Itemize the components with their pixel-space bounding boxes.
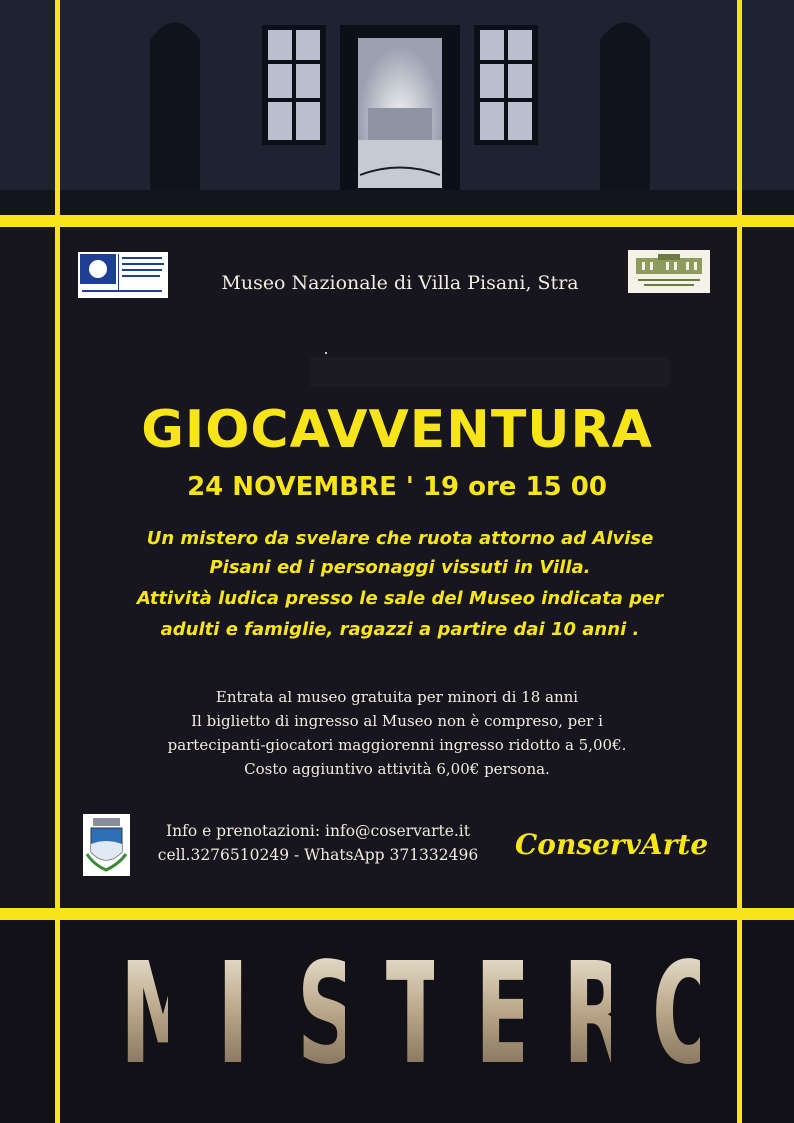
frame-line-top <box>0 215 794 227</box>
museum-logo <box>628 250 710 293</box>
villa-pisani-logo-graphic <box>628 250 710 293</box>
contact-email: Info e prenotazioni: info@coservarte.it <box>165 822 470 840</box>
mistero-letter-m: M <box>119 933 207 1096</box>
frame-line-left-bottom <box>55 920 60 1123</box>
description-line-2: Pisani ed i personaggi vissuti in Villa. <box>209 557 591 578</box>
description-line-4: adulti e famiglie, ragazzi a partire dai 10 anni . <box>160 619 640 640</box>
museum-name: Museo Nazionale di Villa Pisani, Stra <box>221 272 579 294</box>
mistero-letter-e: E <box>474 933 534 1096</box>
brand-conservarte: ConservArte <box>515 828 709 861</box>
faint-band <box>310 357 670 387</box>
pricing-line-1: Entrata al museo gratuita per minori di 18 anni <box>215 688 579 706</box>
mistero-letter-t: T <box>385 933 445 1096</box>
coat-of-arms-icon <box>83 814 130 876</box>
contact-phone: cell.3276510249 - WhatsApp 371332496 <box>157 846 479 864</box>
hero-illustration <box>0 0 794 215</box>
mistero-word <box>105 933 726 1096</box>
mistero-letter-s: S <box>297 933 360 1096</box>
mistero-letter-o: O <box>651 933 726 1096</box>
dot-mark <box>325 352 327 354</box>
mistero-letter-i: I <box>208 950 256 1080</box>
event-date: 24 NOVEMBRE ' 19 ore 15 00 <box>187 472 607 502</box>
event-title: GIOCAVVENTURA <box>141 400 653 460</box>
pricing-line-3: partecipanti-giocatori maggiorenni ingresso ridotto a 5,00€. <box>167 736 627 754</box>
pricing-line-2: Il biglietto di ingresso al Museo non è compreso, per i <box>191 712 603 730</box>
description-line-1: Un mistero da svelare che ruota attorno ad Alvise <box>146 528 654 549</box>
pricing-line-4: Costo aggiuntivo attività 6,00€ persona. <box>244 760 550 778</box>
frame-line-right-bottom <box>737 920 742 1123</box>
mistero-letter-r: R <box>563 933 630 1096</box>
hero-photo-villa-interior <box>0 0 794 215</box>
description-line-3: Attività ludica presso le sale del Museo indicata per <box>136 588 664 609</box>
frame-line-bottom <box>0 908 794 920</box>
municipality-coat-of-arms <box>83 814 130 876</box>
